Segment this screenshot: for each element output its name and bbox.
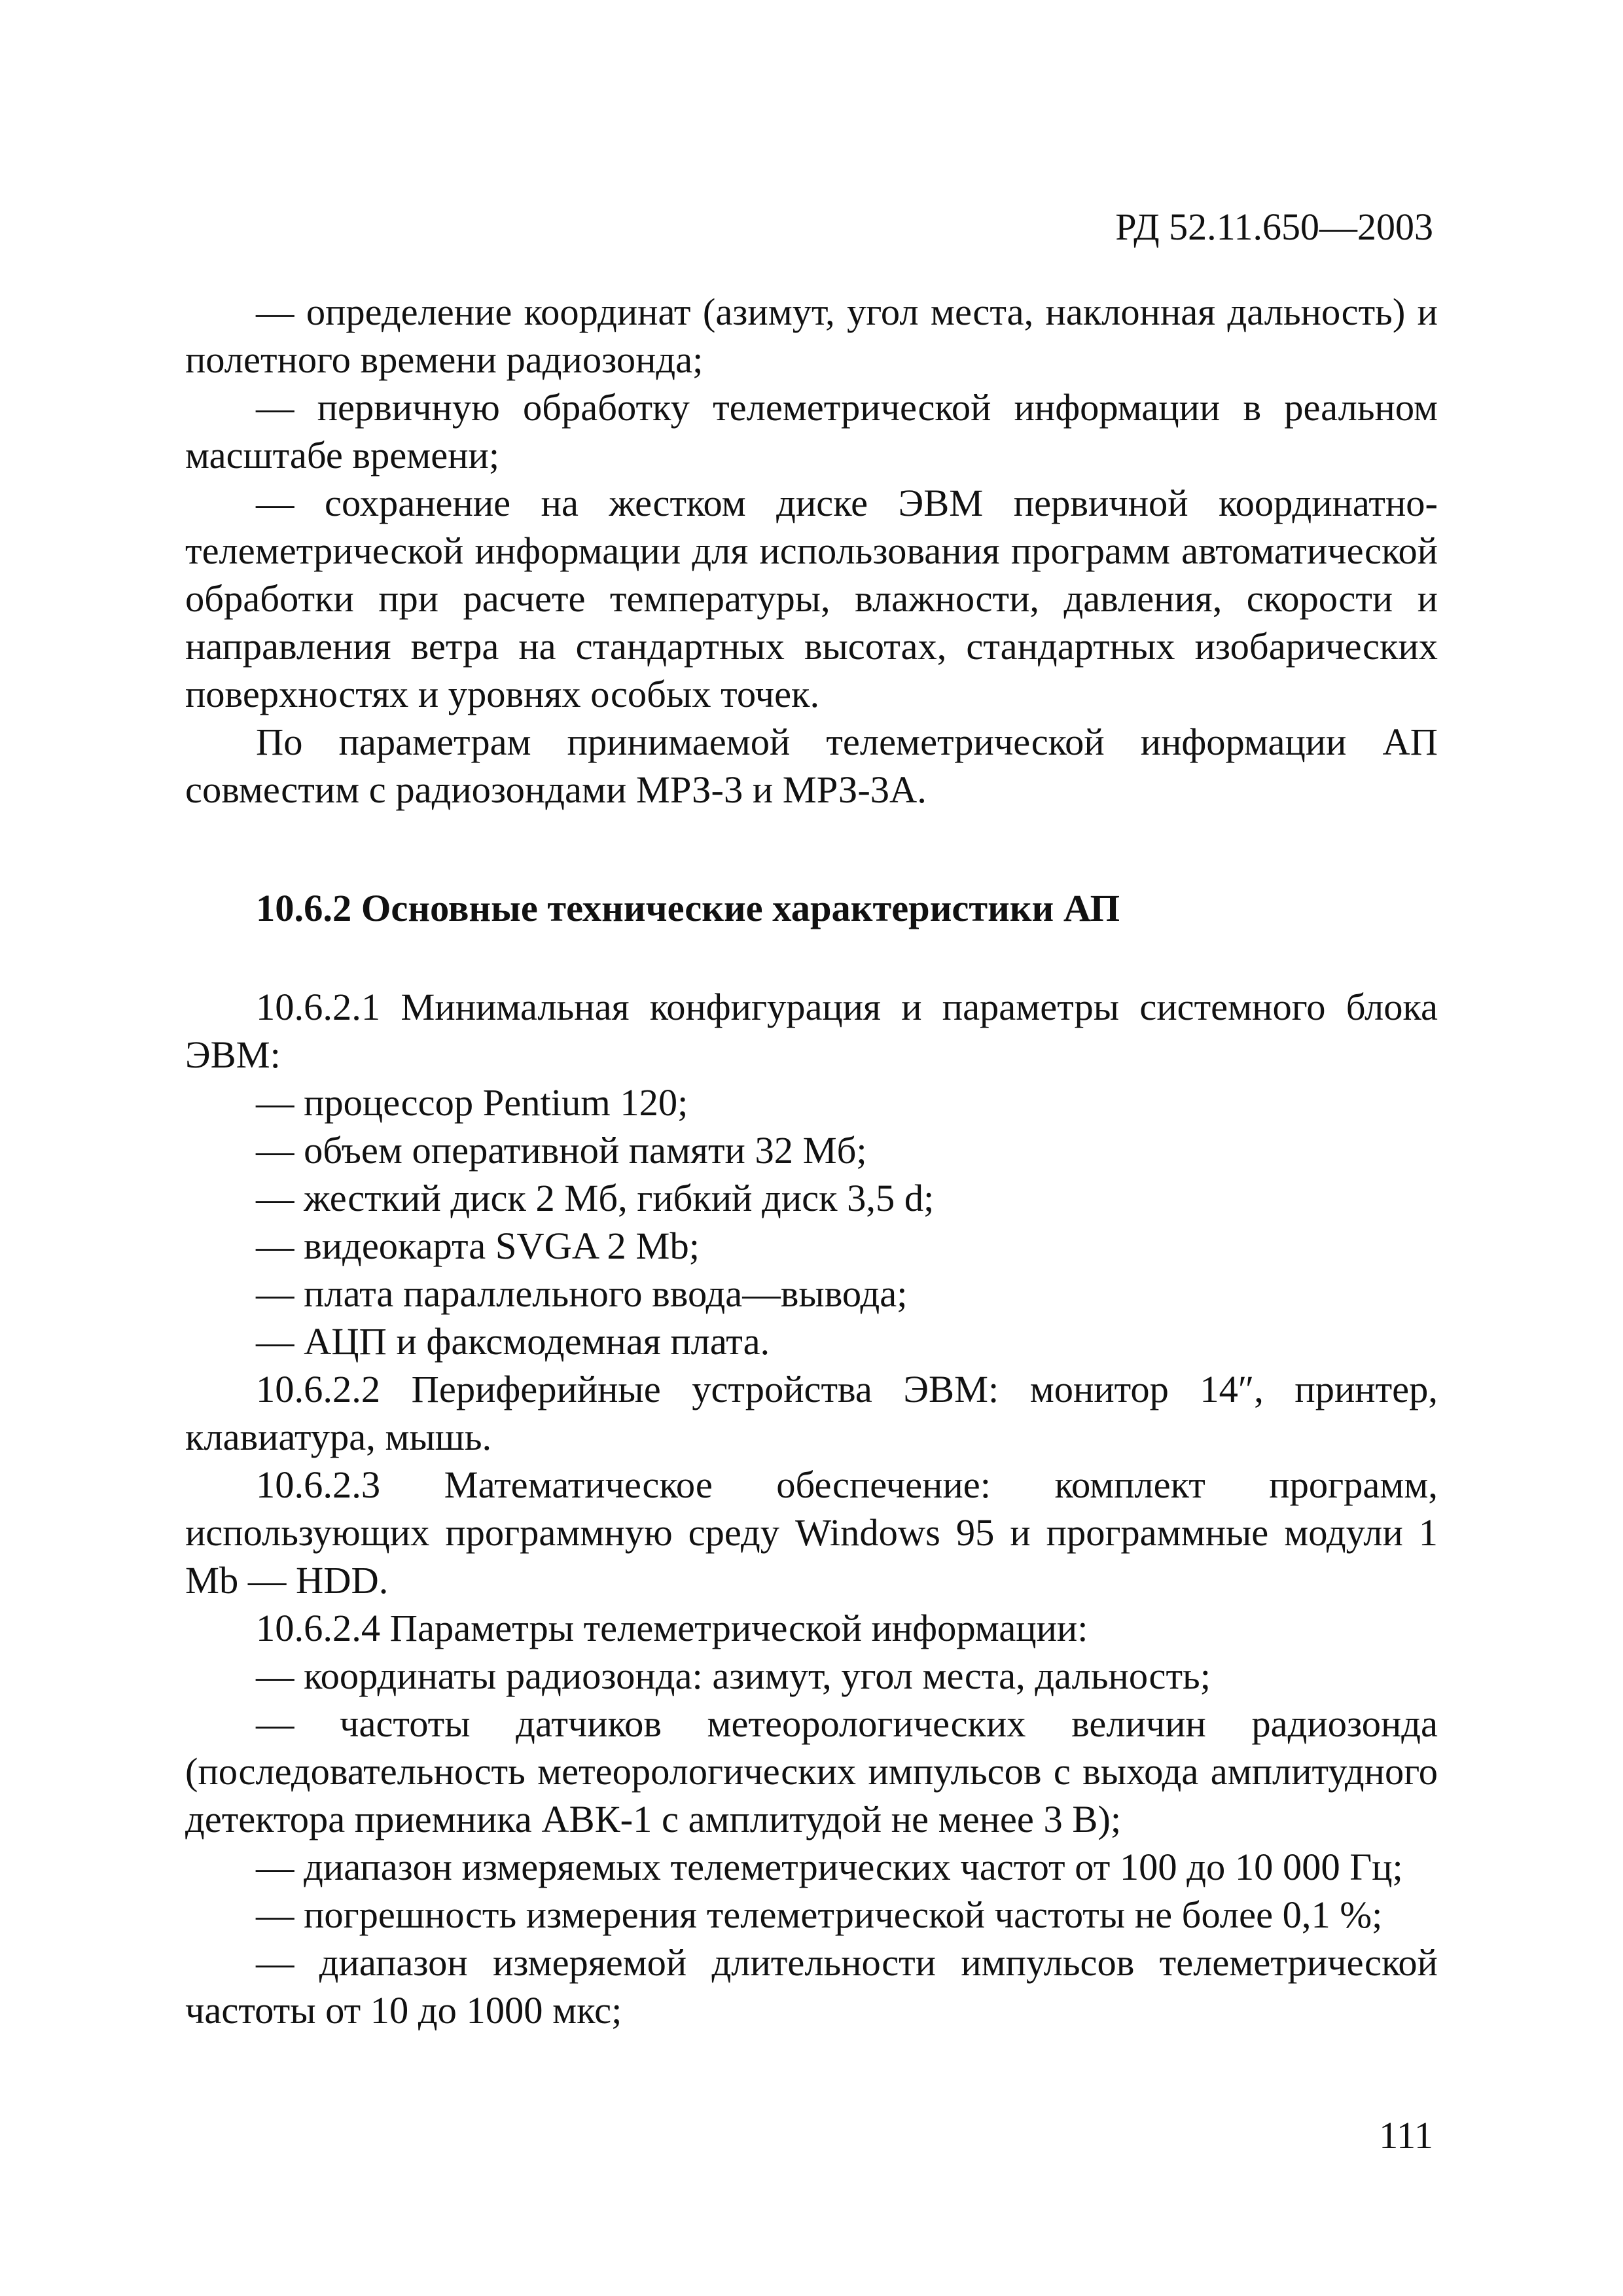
list-item: — жесткий диск 2 Мб, гибкий диск 3,5 d; [256, 1177, 935, 1219]
document-code: РД 52.11.650—2003 [1115, 206, 1433, 248]
body-text [185, 288, 1438, 2034]
paragraph: — сохранение на жестком диске ЭВМ первичной координатно-телеметрической информации для использования программ автоматической обработки при расчете температуры, влажности, давления, скорости и направления ветра на стандартных высотах, стандартных изобарических поверхностях и уровнях особых точек. [185, 482, 1438, 715]
list-item: — видеокарта SVGA 2 Mb; [256, 1225, 700, 1267]
list-item: — АЦП и факсмодемная плата. [256, 1320, 770, 1363]
page-number: 111 [1379, 2114, 1433, 2157]
list-item: — погрешность измерения телеметрической частоты не более 0,1 %; [256, 1893, 1383, 1936]
list-item: — частоты датчиков метеорологических величин радиозонда (последовательность метеорологических импульсов с выхода амплитудного детектора приемника АВК-1 с амплитудой не менее 3 В); [185, 1702, 1438, 1840]
list-item: — координаты радиозонда: азимут, угол места, дальность; [256, 1655, 1211, 1697]
list-item: — плата параллельного ввода—вывода; [256, 1272, 908, 1315]
section-heading: 10.6.2 Основные технические характеристики АП [256, 887, 1120, 929]
list-item: — процессор Pentium 120; [256, 1081, 688, 1124]
list-item: — объем оперативной памяти 32 Мб; [256, 1129, 867, 1172]
clause: 10.6.2.4 Параметры телеметрической информации: [256, 1607, 1088, 1649]
clause: 10.6.2.2 Периферийные устройства ЭВМ: монитор 14″, принтер, клавиатура, мышь. [185, 1368, 1438, 1458]
clause: 10.6.2.1 Минимальная конфигурация и параметры системного блока ЭВМ: [185, 986, 1438, 1076]
paragraph: По параметрам принимаемой телеметрической информации АП совместим с радиозондами МРЗ-3 и МРЗ-3А. [185, 721, 1438, 811]
list-item: — диапазон измеряемой длительности импульсов телеметрической частоты от 10 до 1000 мкс; [185, 1941, 1438, 2032]
paragraph: — определение координат (азимут, угол места, наклонная дальность) и полетного времени радиозонда; [185, 291, 1438, 381]
list-item: — диапазон измеряемых телеметрических частот от 100 до 10 000 Гц; [256, 1846, 1403, 1888]
clause: 10.6.2.3 Математическое обеспечение: комплект программ, использующих программную среду Windows 95 и программные модули 1 Mb — HDD. [185, 1463, 1438, 1602]
paragraph: — первичную обработку телеметрической информации в реальном масштабе времени; [185, 386, 1438, 476]
